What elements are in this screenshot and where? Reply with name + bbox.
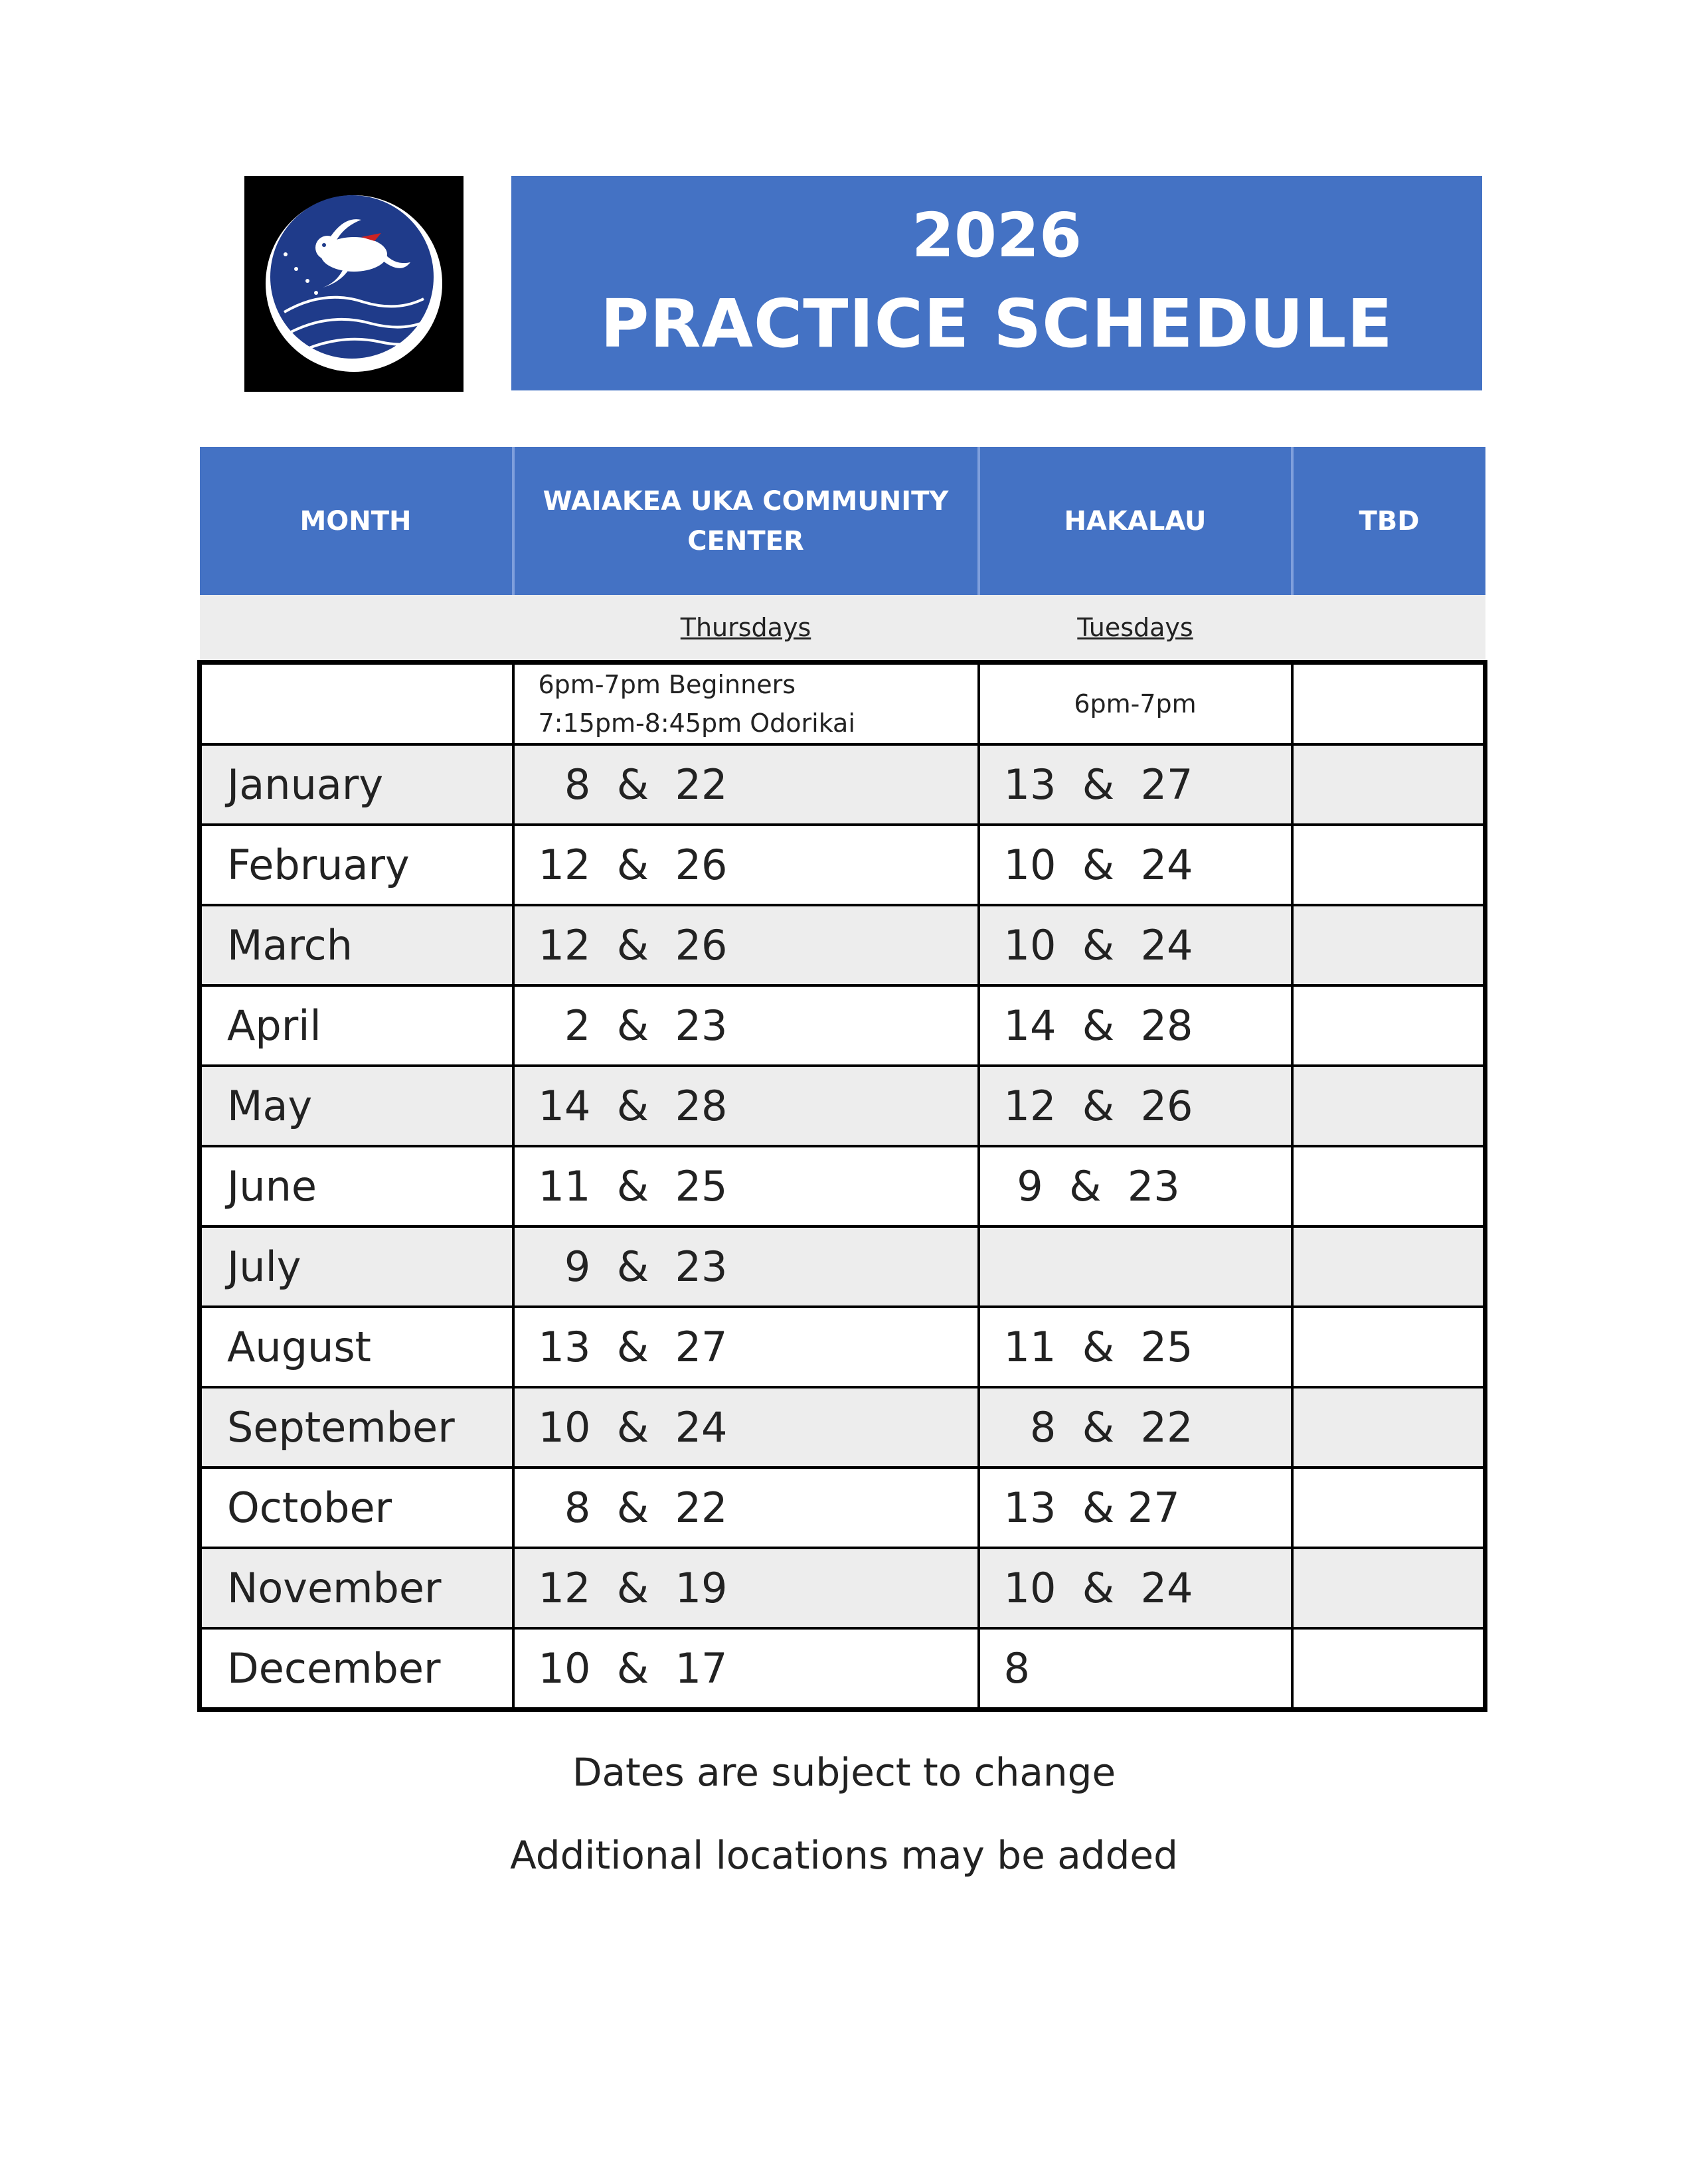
time-cell-empty (200, 663, 513, 745)
time-location1 (513, 663, 979, 745)
location1-dates: 12 & 19 (513, 1548, 979, 1628)
location1-dates: 10 & 24 (513, 1387, 979, 1468)
table-row (200, 905, 1485, 985)
practice-schedule-table (197, 447, 1487, 1712)
table-row (200, 1387, 1485, 1468)
tbd-dates (1292, 905, 1485, 985)
location1-dates: 14 & 28 (513, 1066, 979, 1146)
location1-dates: 8 & 22 (513, 744, 979, 825)
location1-dates: 12 & 26 (513, 825, 979, 905)
table-row (200, 1066, 1485, 1146)
location2-dates: 9 & 23 (979, 1146, 1292, 1226)
tbd-dates (1292, 1387, 1485, 1468)
table-row (200, 1628, 1485, 1710)
month-name: December (200, 1628, 513, 1710)
tbd-dates (1292, 1468, 1485, 1548)
location1-dates: 2 & 23 (513, 985, 979, 1066)
jumping-rabbit-moon-icon (244, 176, 464, 392)
location1-dates: 13 & 27 (513, 1307, 979, 1387)
location2-dates (979, 1226, 1292, 1307)
tbd-dates (1292, 1628, 1485, 1710)
tbd-dates (1292, 1307, 1485, 1387)
location2-dates: 12 & 26 (979, 1066, 1292, 1146)
location2-dates: 13 & 27 (979, 744, 1292, 825)
rabbit-logo (244, 176, 464, 392)
tbd-dates (1292, 1146, 1485, 1226)
time-location1-beginners: 6pm-7pm Beginners (538, 670, 796, 699)
table-row (200, 1146, 1485, 1226)
location2-dates: 10 & 24 (979, 1548, 1292, 1628)
title-banner (511, 176, 1482, 390)
table-row (200, 1226, 1485, 1307)
column-header-tbd: TBD (1292, 447, 1485, 595)
table-row (200, 1468, 1485, 1548)
tbd-dates (1292, 1548, 1485, 1628)
location2-dates: 11 & 25 (979, 1307, 1292, 1387)
month-name: February (200, 825, 513, 905)
month-name: January (200, 744, 513, 825)
time-cell-tbd (1292, 663, 1485, 745)
table-row (200, 1307, 1485, 1387)
month-name: March (200, 905, 513, 985)
table-row (200, 825, 1485, 905)
tbd-dates (1292, 1066, 1485, 1146)
month-name: August (200, 1307, 513, 1387)
tbd-dates (1292, 985, 1485, 1066)
location1-dates: 9 & 23 (513, 1226, 979, 1307)
weekday-cell-empty (200, 595, 513, 663)
month-name: April (200, 985, 513, 1066)
table-row (200, 1548, 1485, 1628)
location2-dates: 13 & 27 (979, 1468, 1292, 1548)
month-name: July (200, 1226, 513, 1307)
month-name: November (200, 1548, 513, 1628)
location1-dates: 8 & 22 (513, 1468, 979, 1548)
location2-dates: 8 & 22 (979, 1387, 1292, 1468)
tbd-dates (1292, 1226, 1485, 1307)
location2-dates: 8 (979, 1628, 1292, 1710)
month-name: September (200, 1387, 513, 1468)
weekday-location1: Thursdays (513, 595, 979, 663)
note-dates-subject-to-change: Dates are subject to change (572, 1750, 1116, 1795)
location2-dates: 14 & 28 (979, 985, 1292, 1066)
month-name: October (200, 1468, 513, 1548)
time-row (200, 663, 1485, 745)
location2-dates: 10 & 24 (979, 905, 1292, 985)
column-header-location2: HAKALAU (979, 447, 1292, 595)
table-row (200, 985, 1485, 1066)
tbd-dates (1292, 744, 1485, 825)
weekday-row (200, 595, 1485, 663)
weekday-cell-tbd (1292, 595, 1485, 663)
month-name: June (200, 1146, 513, 1226)
note-additional-locations: Additional locations may be added (510, 1833, 1178, 1878)
table-row (200, 744, 1485, 825)
column-header-month: MONTH (200, 447, 513, 595)
page-title: PRACTICE SCHEDULE (600, 285, 1393, 363)
location1-dates: 12 & 26 (513, 905, 979, 985)
tbd-dates (1292, 825, 1485, 905)
location2-dates: 10 & 24 (979, 825, 1292, 905)
location1-dates: 11 & 25 (513, 1146, 979, 1226)
table-header-row (200, 447, 1485, 595)
location1-dates: 10 & 17 (513, 1628, 979, 1710)
time-location2: 6pm-7pm (979, 663, 1292, 745)
column-header-location1: WAIAKEA UKA COMMUNITY CENTER (513, 447, 979, 595)
time-location1-odorikai: 7:15pm-8:45pm Odorikai (538, 709, 855, 738)
schedule-year: 2026 (911, 200, 1082, 271)
weekday-location2: Tuesdays (979, 595, 1292, 663)
month-name: May (200, 1066, 513, 1146)
